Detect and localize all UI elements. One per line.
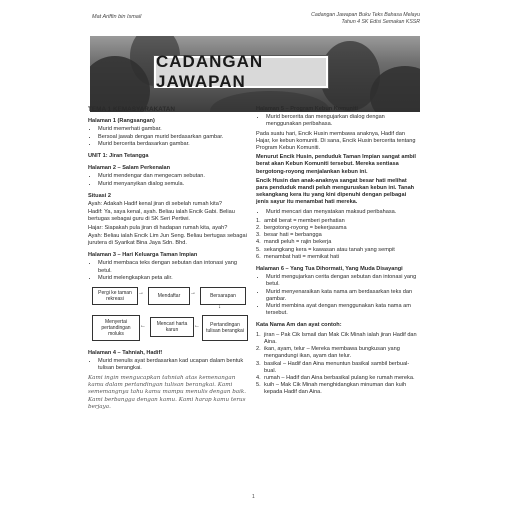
section-heading: Halaman 6 – Yang Tua Dihormati, Yang Muda Disayangi bbox=[256, 266, 403, 273]
dialog bbox=[88, 201, 250, 247]
dialog-line bbox=[88, 233, 250, 247]
list-item: • Murid membina ayat dengan menggunakan kata nama am tersebut. bbox=[266, 303, 418, 317]
header-author: Mat Ariffin bin Ismail bbox=[92, 14, 142, 20]
dialog-text: Siapakah pula jiran di hadapan rumah kita, ayah? bbox=[104, 224, 228, 231]
header-title-line1: Cadangan Jawapan Buku Teks Bahasa Melayu bbox=[311, 12, 420, 18]
bullet-list bbox=[98, 173, 250, 187]
section-heading: Halaman 5 – Program Kebun Komuniti bbox=[256, 106, 358, 112]
list-item: • Murid mendengar dan mengecam sebutan. bbox=[98, 173, 250, 180]
flow-box: Mencari harta karun bbox=[150, 317, 194, 337]
list-item: • Murid membaca teks dengan sebutan dan intonasi yang betul. bbox=[98, 260, 250, 274]
flow-map bbox=[88, 285, 250, 345]
list-item: • Murid memerhati gambar. bbox=[98, 126, 250, 133]
flow-box: Pertandingan tulisan berangkai bbox=[202, 315, 248, 341]
list-item: • Murid mengujarkan cerita dengan sebutan dan intonasi yang betul. bbox=[266, 274, 418, 288]
theme-heading: TEMA 1 KEMASYARAKATAN bbox=[88, 106, 175, 113]
paragraph: Menurut Encik Husin, penduduk Taman Impian sangat ambil berat akan Kebun Komuniti tersebut. Mereka sentiasa bergotong-royong menjalankan kebun ini. bbox=[256, 154, 416, 175]
section-heading: Halaman 4 – Tahniah, Hadif! bbox=[88, 350, 163, 357]
bullet-list bbox=[98, 260, 250, 282]
section-heading: Halaman 3 – Hari Keluarga Taman Impian bbox=[88, 252, 198, 259]
dialog-line bbox=[88, 225, 250, 232]
speaker: Ayah: bbox=[88, 201, 103, 208]
example-list bbox=[256, 332, 418, 397]
list-item: 1. jiran – Pak Cik Ismail dan Mak Cik Minah ialah jiran Hadif dan Aina. bbox=[256, 331, 417, 345]
banner-title: CADANGAN JAWAPAN bbox=[154, 56, 328, 88]
dialog-line bbox=[88, 209, 250, 223]
arrow-right-icon: → bbox=[190, 290, 196, 297]
bullet-list bbox=[266, 209, 418, 216]
list-item: 5. kuih – Mak Cik Minah menghidangkan minuman dan kuih kepada Hadif dan Aina. bbox=[256, 382, 407, 396]
list-item: 5. sekangkang kera = kawasan atau tanah yang sempit bbox=[256, 246, 395, 253]
list-item: 6. menambat hati = memikat hati bbox=[256, 253, 340, 260]
list-item: • Murid mencari dan menyatakan maksud peribahasa. bbox=[266, 209, 418, 216]
unit-heading: UNIT 1: Jiran Tetangga bbox=[88, 153, 149, 160]
list-item: 4. mandi peluh = rajin bekerja bbox=[256, 239, 332, 246]
speaker: Ayah: bbox=[88, 232, 103, 239]
meaning-list bbox=[256, 218, 418, 261]
dialog-text: Beliau ialah Encik Lim Jun Seng. Beliau bertugas sebagai jurutera di Syarikat Bina Jaya Sdn. Bhd. bbox=[88, 232, 247, 247]
subheading: Kata Nama Am dan ayat contoh: bbox=[256, 322, 342, 329]
bullet-list bbox=[266, 114, 418, 128]
dialog-text: Ya, saya kenal, ayah. Beliau ialah Encik Gabi. Beliau bertugas sebagai guru di SK Seri Pertiwi. bbox=[88, 209, 235, 223]
flow-box: Mendaftar bbox=[148, 287, 190, 305]
list-item: • Murid menulis ayat berdasarkan kad ucapan dalam bentuk tulisan berangkai. bbox=[98, 358, 250, 372]
speaker: Hajar: bbox=[88, 224, 103, 231]
handwriting-text: Kami ingin mengucapkan tahniah atas kemenangan kamu dalam pertandingan tulisan berangkai. Kami sememangnya tahu kamu mampu menulis dengan baik. Kami berbangga dengan kamu. Kami harap kamu terus berjaya. bbox=[88, 374, 247, 411]
flow-box: Bersarapan bbox=[200, 287, 246, 305]
flow-box: Menyertai pertandingan moluks bbox=[92, 315, 140, 341]
list-item: • Murid melengkapkan peta alir. bbox=[98, 275, 250, 282]
situation-heading: Situasi 2 bbox=[88, 192, 112, 199]
list-item: 3. basikal – Hadif dan Aina menuntun basikal sambil berbual-bual. bbox=[256, 360, 410, 374]
list-item: • Murid bercerita berdasarkan gambar. bbox=[98, 141, 250, 148]
arrow-left-icon: ← bbox=[194, 323, 200, 330]
paragraph: Pada suatu hari, Encik Husin membawa anaknya, Hadif dan Hajar, ke kebun komuniti. Di sana, Encik Husin bercerita tentang Program Kebun Komuniti. bbox=[256, 130, 416, 152]
flow-box: Pergi ke taman rekreasi bbox=[92, 287, 138, 305]
list-item: 3. besar hati = berbangga bbox=[256, 232, 322, 239]
banner-image bbox=[90, 36, 420, 112]
list-item: 2. bergotong-royong = bekerjasama bbox=[256, 225, 347, 232]
section-heading: Halaman 2 – Salam Perkenalan bbox=[88, 165, 171, 172]
right-column bbox=[256, 106, 418, 397]
dialog-text: Adakah Hadif kenal jiran di sebelah rumah kita? bbox=[103, 201, 222, 208]
speaker: Hadif: bbox=[88, 209, 103, 216]
list-item: • Bersoal jawab dengan murid berdasarkan gambar. bbox=[98, 134, 250, 141]
bullet-list bbox=[266, 274, 418, 317]
left-column bbox=[88, 106, 250, 412]
list-item: • Murid menyanyikan dialog semula. bbox=[98, 181, 250, 188]
list-item: 1. ambil berat = memberi perhatian bbox=[256, 217, 345, 224]
header-title bbox=[311, 12, 420, 26]
list-item: • Murid menyenaraikan kata nama am berdasarkan teks dan gambar. bbox=[266, 289, 418, 303]
page-number: 1 bbox=[252, 494, 255, 500]
arrow-right-icon: → bbox=[138, 290, 144, 297]
list-item: 2. ikan, ayam, telur – Mereka membawa bungkusan yang mengandungi ikan, ayam dan telur. bbox=[256, 346, 400, 360]
header-title-line2: Tahun 4 SK Edisi Semakan KSSR bbox=[341, 19, 420, 25]
list-item: • Murid bercerita dan mengujarkan dialog dengan menggunakan peribahasa. bbox=[266, 114, 418, 128]
arrow-down-icon: ↓ bbox=[218, 304, 221, 311]
bullet-list bbox=[98, 126, 250, 148]
section-heading: Halaman 1 (Rangsangan) bbox=[88, 118, 155, 125]
dialog-line bbox=[88, 201, 250, 208]
bullet-list bbox=[98, 358, 250, 372]
arrow-left-icon: ← bbox=[140, 323, 146, 330]
paragraph: Encik Husin dan anak-anaknya sangat besar hati melihat para penduduk mandi peluh menguruskan kebun ini. Tanah sekangkang kera itu yang kini dipenuhi dengan pelbagai jenis sayur itu menambat hati mereka. bbox=[256, 177, 415, 206]
list-item: 4. rumah – Hadif dan Aina berbasikal pulang ke rumah mereka. bbox=[256, 374, 415, 381]
